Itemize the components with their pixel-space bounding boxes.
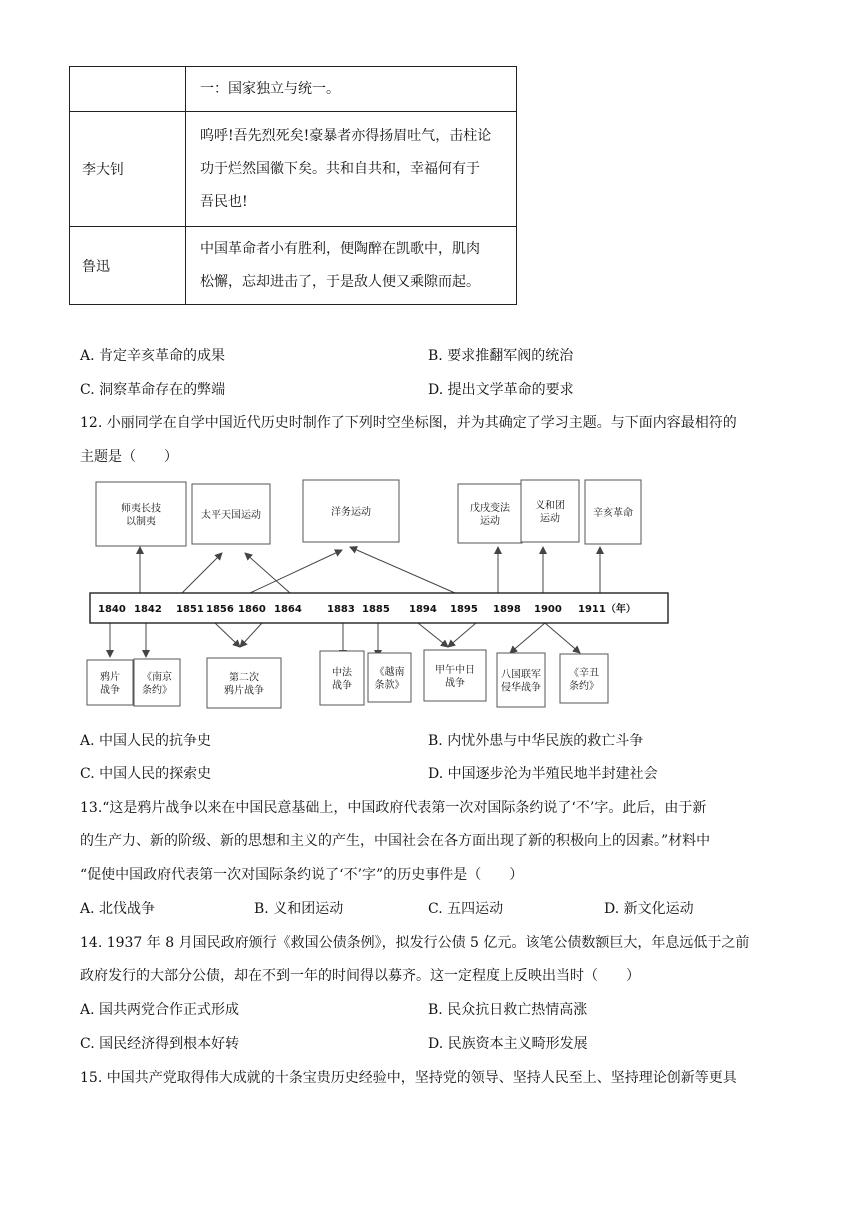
timeline-box-label: 《越南: [374, 667, 405, 678]
table-cell-name: 鲁迅: [70, 227, 186, 305]
q13-line1: 13.“这是鸦片战争以来在中国民意基础上，中国政府代表第一次对国际条约说了‘不’字。此后，由于新: [80, 800, 707, 816]
timeline-top-box: [96, 482, 186, 546]
timeline-bottom-box: [497, 653, 545, 707]
timeline-top-box: [585, 480, 641, 544]
q13-option-d: D. 新文化运动: [604, 901, 694, 917]
timeline-box-label: 《南京: [142, 672, 172, 683]
timeline-box-label: 《辛丑: [569, 668, 599, 679]
timeline-bottom-box: [134, 659, 180, 706]
timeline-box-label: 鸦片战争: [224, 685, 264, 697]
timeline-year-label: 1864: [274, 604, 302, 615]
q13-option-b: B. 义和团运动: [254, 901, 344, 917]
timeline-bottom-box: [560, 654, 608, 703]
table-cell-name: 李大钊: [70, 112, 186, 227]
q12-stem-line2: 主题是（ ）: [80, 449, 178, 465]
q14-option-c: C. 国民经济得到根本好转: [80, 1036, 240, 1052]
timeline-box-label: 战争: [445, 678, 465, 689]
timeline-bottom-box: [207, 658, 281, 708]
timeline-year-label: 1842: [134, 604, 162, 615]
timeline-box-label: 鸦片: [100, 672, 120, 683]
timeline-box-label: 第二次: [229, 672, 259, 684]
q15-line1: 15. 中国共产党取得伟大成就的十条宝贵历史经验中，坚持党的领导、坚持人民至上、坚持理论创新等更具: [80, 1070, 737, 1086]
quote-table: [69, 66, 517, 305]
timeline-box-label: 条约》: [569, 681, 599, 692]
timeline-box-label: 以制夷: [126, 516, 156, 528]
timeline-year-label: 1840: [98, 604, 126, 615]
timeline-year-label: 1900: [534, 604, 562, 615]
q11-option-a: A. 肯定辛亥革命的成果: [80, 348, 226, 364]
q13-line2: 的生产力、新的阶级、新的思想和主义的产生，中国社会在各方面出现了新的积极向上的因素。”材料中: [80, 833, 711, 849]
timeline-box-label: 太平天国运动: [201, 510, 261, 521]
timeline-box-label: 中法: [332, 667, 352, 679]
q11-option-b: B. 要求推翻军阀的统治: [428, 348, 574, 364]
q14-line2: 政府发行的大部分公债，却在不到一年的时间得以募齐。这一定程度上反映出当时（ ）: [80, 968, 640, 984]
table-cell-name: [70, 67, 186, 112]
timeline-box-label: 戊戌变法: [470, 503, 510, 514]
timeline-bottom-box: [368, 653, 411, 702]
timeline-box-label: 洋务运动: [331, 507, 371, 518]
timeline-year-label: 1856: [206, 604, 234, 615]
timeline-bottom-box: [424, 650, 486, 701]
q13-option-a: A. 北伐战争: [80, 901, 156, 917]
timeline-bottom-box: [320, 651, 364, 705]
timeline-top-box: [458, 484, 522, 543]
q12-option-a: A. 中国人民的抗争史: [80, 733, 212, 749]
timeline-year-label: 1860: [238, 604, 266, 615]
table-row: [70, 227, 517, 305]
table-row: [70, 112, 517, 227]
timeline-top-box: [303, 480, 399, 542]
q12-option-d: D. 中国逐步沦为半殖民地半封建社会: [428, 766, 658, 782]
timeline-diagram: [0, 475, 860, 715]
q14-option-d: D. 民族资本主义畸形发展: [428, 1036, 588, 1052]
q11-option-c: C. 洞察革命存在的弊端: [80, 382, 226, 398]
timeline-box-label: 战争: [100, 685, 120, 696]
timeline-box-label: 条款》: [374, 680, 405, 691]
timeline-box-label: 侵华战争: [501, 682, 541, 694]
q11-option-d: D. 提出文学革命的要求: [428, 382, 574, 398]
q13-option-c: C. 五四运动: [428, 901, 504, 917]
timeline-year-label: 1895: [450, 604, 478, 615]
timeline-year-label: 1883: [327, 604, 355, 615]
timeline-year-label: 1894: [409, 604, 437, 615]
table-cell-text: 一：国家独立与统一。: [186, 67, 517, 112]
q12-option-c: C. 中国人民的探索史: [80, 766, 212, 782]
table-cell-text: 呜呼!吾先烈死矣!豪暴者亦得扬眉吐气，击柱论 功于烂然国徽下矣。共和自共和，幸福何有于 吾民也!: [186, 112, 517, 227]
timeline-box-label: 师夷长技: [121, 503, 161, 515]
timeline-year-label: 1851: [176, 604, 204, 615]
timeline-year-label: 1898: [493, 604, 521, 615]
timeline-box-label: 辛亥革命: [593, 508, 633, 519]
timeline-year-label: 1885: [362, 604, 390, 615]
q12-option-b: B. 内忧外患与中华民族的救亡斗争: [428, 733, 644, 749]
timeline-top-box: [521, 480, 579, 542]
table-row: [70, 67, 517, 112]
q14-option-a: A. 国共两党合作正式形成: [80, 1002, 240, 1018]
timeline-box-label: 运动: [480, 516, 500, 527]
q14-option-b: B. 民众抗日救亡热情高涨: [428, 1002, 588, 1018]
q14-line1: 14. 1937 年 8 月国民政府颁行《救国公债条例》，拟发行公债 5 亿元。该笔公债数额巨大，年息远低于之前: [80, 935, 750, 951]
timeline-box-label: 甲午中日: [435, 665, 475, 676]
q13-line3: “促使中国政府代表第一次对国际条约说了‘不’字”的历史事件是（ ）: [80, 867, 524, 883]
table-cell-text: 中国革命者小有胜利，便陶醉在凯歌中，肌肉 松懈，忘却进击了，于是敌人便又乘隙而起。: [186, 227, 517, 305]
timeline-box-label: 条约》: [142, 685, 172, 696]
timeline-top-box: [192, 484, 270, 544]
timeline-bottom-box: [87, 660, 133, 705]
q12-stem-line1: 12. 小丽同学在自学中国近代历史时制作了下列时空坐标图，并为其确定了学习主题。与下面内容最相符的: [80, 415, 737, 431]
timeline-box-label: 战争: [332, 680, 352, 692]
timeline-box-label: 运动: [540, 513, 560, 525]
timeline-box-label: 义和团: [535, 500, 565, 512]
timeline-year-label: 1911（年）: [578, 604, 636, 615]
timeline-box-label: 八国联军: [501, 669, 541, 681]
